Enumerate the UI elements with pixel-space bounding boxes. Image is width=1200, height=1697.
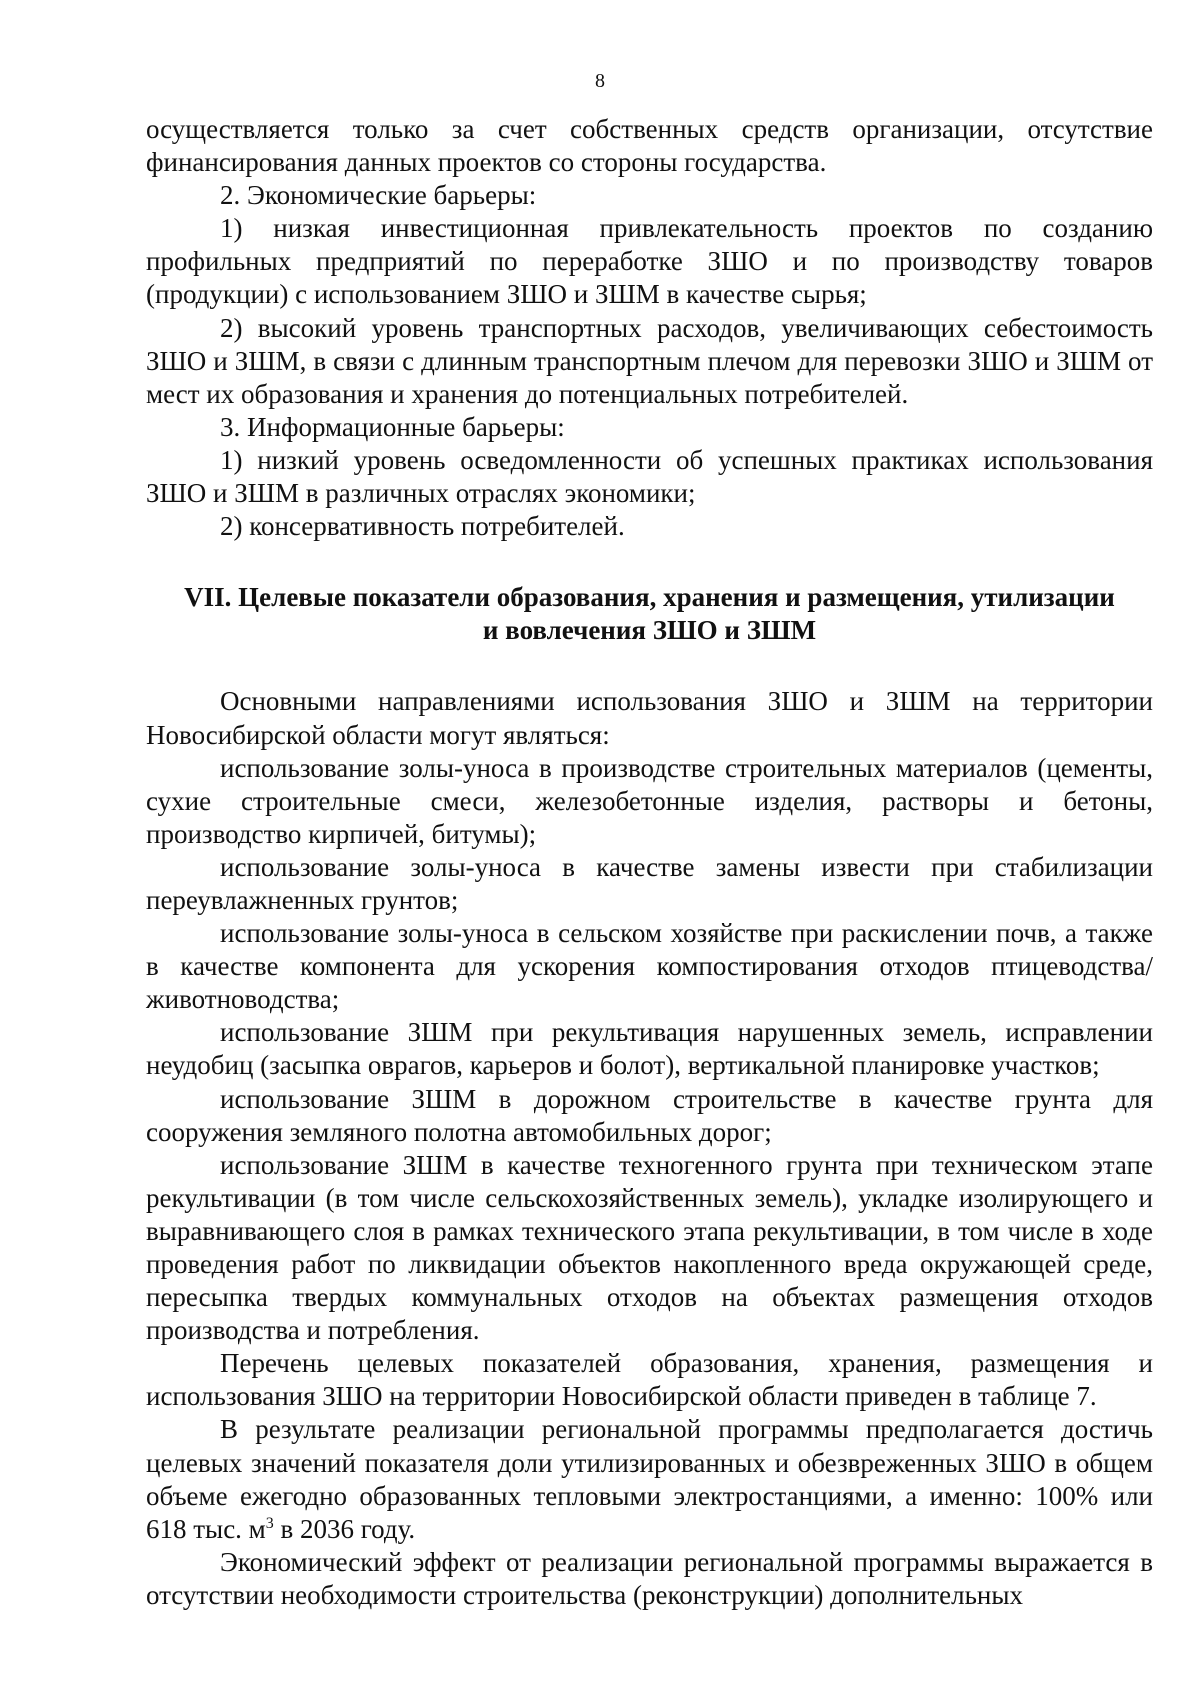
- page-number: 8: [595, 70, 605, 92]
- usage-direction-item: использование золы-уноса в качестве замены извести при стабилизации переувлажненных грунтов;: [146, 851, 1153, 915]
- usage-direction-item: использование золы-уноса в производстве строительных материалов (цементы, сухие строительные смеси, железобетонные изделия, растворы и бетоны, производство кирпичей, битумы);: [146, 752, 1153, 849]
- usage-direction-item: использование ЗШМ в качестве техногенного грунта при техническом этапе рекультивации (в том числе сельскохозяйственных земель), укладке изолирующего и выравнивающего слоя в рамках технического этапа рекультивации, в том числе в ходе проведения работ по ликвидации объектов накопленного вреда окружающей среде, пересыпка твердых коммунальных отходов на объектах размещения отходов производства и потребления.: [146, 1149, 1153, 1346]
- info-barriers-title: 3. Информационные барьеры:: [220, 411, 565, 442]
- info-barrier-item: 2) консервативность потребителей.: [220, 511, 625, 542]
- table-reference-paragraph: Перечень целевых показателей образования, хранения, размещения и использования ЗШО на территории Новосибирской области приведен в таблице 7.: [146, 1348, 1153, 1412]
- result-text-end: в 2036 году.: [273, 1513, 416, 1544]
- section-heading-line: и вовлечения ЗШО и ЗШМ: [482, 615, 817, 646]
- section-heading: [146, 581, 1153, 647]
- economic-barrier-item: 1) низкая инвестиционная привлекательность проектов по созданию профильных предприятий по переработке ЗШО и по производству товаров (продукции) с использованием ЗШО и ЗШМ в качестве сырья;: [146, 213, 1153, 310]
- economic-effect-paragraph: Экономический эффект от реализации региональной программы выражается в отсутствии необходимости строительства (реконструкции) дополнительных: [146, 1546, 1153, 1610]
- result-paragraph: [146, 1413, 1153, 1545]
- usage-direction-item: использование ЗШМ в дорожном строительстве в качестве грунта для сооружения земляного полотна автомобильных дорог;: [146, 1083, 1153, 1147]
- economic-barrier-item: 2) высокий уровень транспортных расходов, увеличивающих себестоимость ЗШО и ЗШМ, в связи с длинным транспортным плечом для перевозки ЗШО и ЗШМ от мест их образования и хранения до потенциальных потребителей.: [146, 312, 1153, 409]
- usage-direction-item: использование ЗШМ при рекультивация нарушенных земель, исправлении неудобиц (засыпка оврагов, карьеров и болот), вертикальной планировке участков;: [146, 1017, 1153, 1081]
- section-intro: Основными направлениями использования ЗШО и ЗШМ на территории Новосибирской области могут являться:: [146, 686, 1153, 750]
- info-barrier-item: 1) низкий уровень осведомленности об успешных практиках использования ЗШО и ЗШМ в различных отраслях экономики;: [146, 444, 1153, 509]
- result-text: В результате реализации региональной программы предполагается достичь целевых значений показателя доли утилизированных и обезвреженных ЗШО в общем объеме ежегодно образованных тепловыми электростанциями, а именно: 100% или 618 тыс. м: [146, 1414, 1153, 1544]
- section-heading-line: VII. Целевые показатели образования, хранения и размещения, утилизации: [184, 582, 1115, 613]
- cubic-superscript: 3: [265, 1514, 274, 1532]
- continuation-paragraph: осуществляется только за счет собственных средств организации, отсутствие финансирования данных проектов со стороны государства.: [146, 114, 1153, 178]
- economic-barriers-title: 2. Экономические барьеры:: [220, 180, 537, 211]
- document-body: [146, 113, 1153, 1612]
- usage-direction-item: использование золы-уноса в сельском хозяйстве при раскислении почв, а также в качестве компонента для ускорения компостирования отходов птицеводства/животноводства;: [146, 918, 1153, 1015]
